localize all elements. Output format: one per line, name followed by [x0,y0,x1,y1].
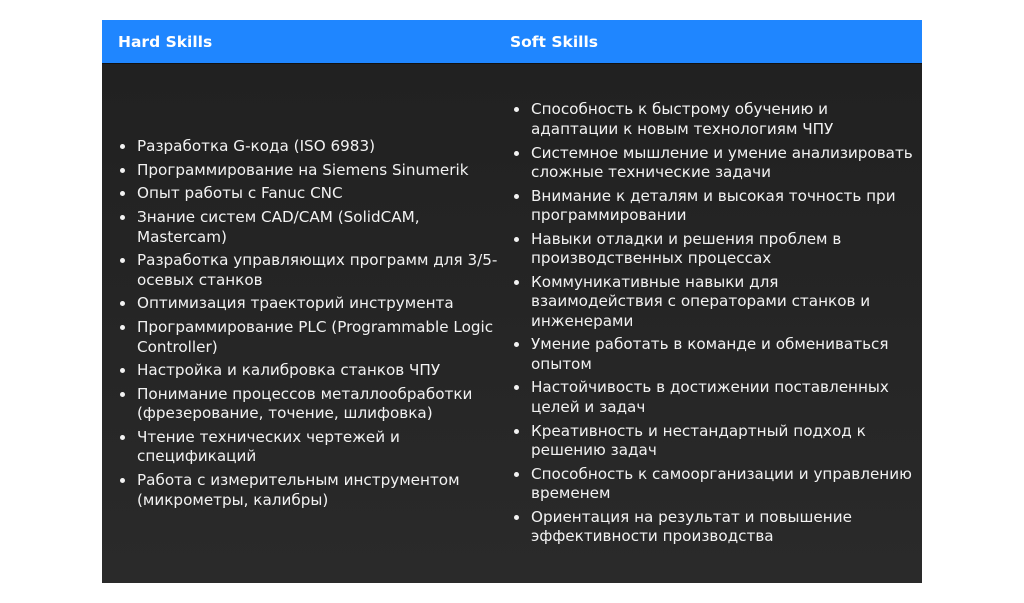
table-header [102,20,922,64]
list-item: Программирование PLC (Programmable Logic Controller) [118,318,504,357]
list-item: Знание систем CAD/CAM (SolidCAM, Mastercam) [118,208,504,247]
list-item: Внимание к деталям и высокая точность при программировании [512,187,914,226]
list-item: Умение работать в команде и обмениваться опытом [512,335,914,374]
soft-skills-list [504,100,914,546]
list-item: Понимание процессов металлообработки (фрезерование, точение, шлифовка) [118,385,504,424]
skills-table [102,20,922,583]
list-item: Способность к самоорганизации и управлению временем [512,465,914,504]
hard-skills-header: Hard Skills [118,32,213,51]
list-item: Чтение технических чертежей и спецификаций [118,428,504,467]
list-item: Разработка управляющих программ для 3/5-осевых станков [118,251,504,290]
hard-skills-column [102,64,504,583]
list-item: Креативность и нестандартный подход к решению задач [512,422,914,461]
soft-skills-column [504,64,914,583]
list-item: Программирование на Siemens Sinumerik [118,161,504,180]
list-item: Оптимизация траекторий инструмента [118,294,504,313]
list-item: Навыки отладки и решения проблем в производственных процессах [512,230,914,269]
list-item: Способность к быстрому обучению и адаптации к новым технологиям ЧПУ [512,100,914,139]
list-item: Системное мышление и умение анализировать сложные технические задачи [512,144,914,183]
list-item: Коммуникативные навыки для взаимодействия с операторами станков и инженерами [512,273,914,331]
list-item: Опыт работы с Fanuc CNC [118,184,504,203]
list-item: Настройка и калибровка станков ЧПУ [118,361,504,380]
table-body [102,64,922,583]
hard-skills-list [102,137,504,510]
soft-skills-header: Soft Skills [510,32,598,51]
list-item: Ориентация на результат и повышение эффективности производства [512,508,914,547]
list-item: Разработка G-кода (ISO 6983) [118,137,504,156]
list-item: Настойчивость в достижении поставленных целей и задач [512,378,914,417]
list-item: Работа с измерительным инструментом (микрометры, калибры) [118,471,504,510]
